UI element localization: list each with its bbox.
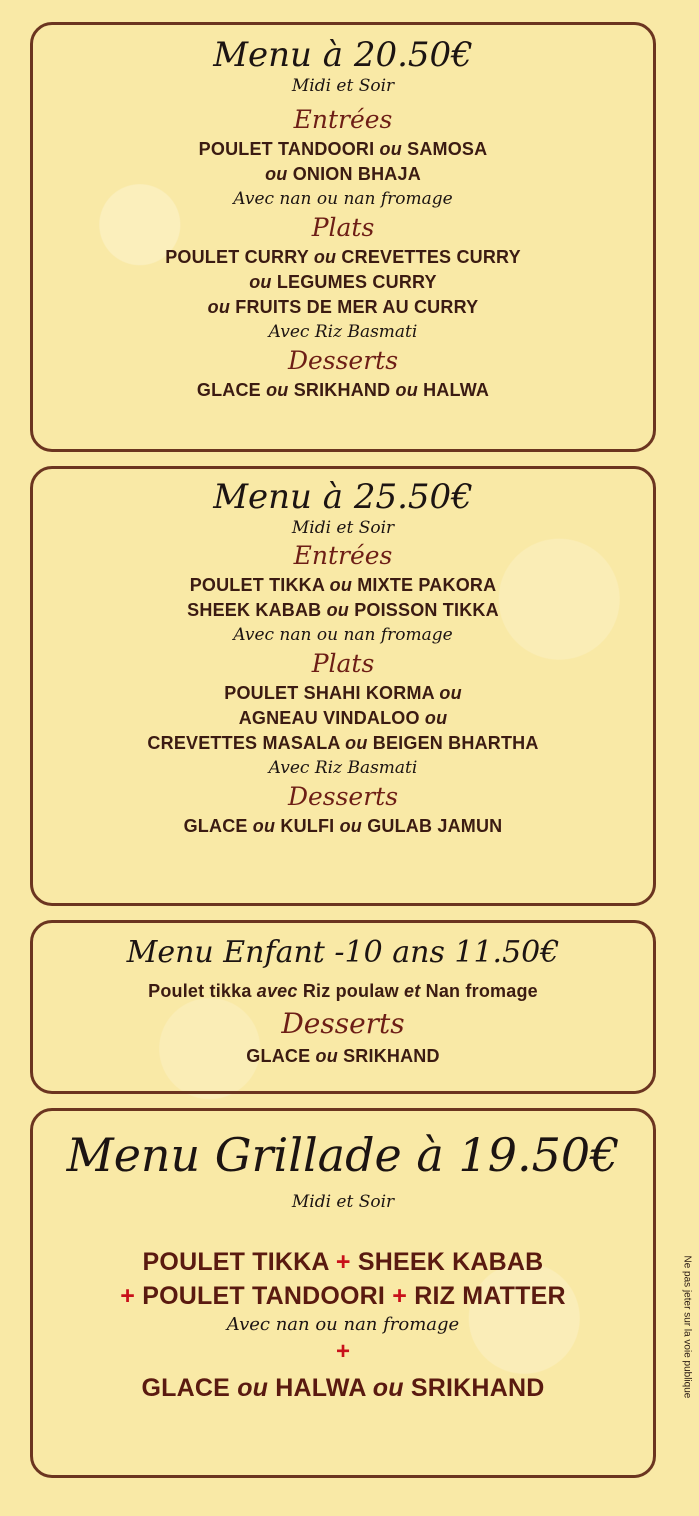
menu-title: Menu Grillade à 19.50€ [66,1128,620,1182]
section-desserts: Desserts [281,1007,405,1040]
side-note: Ne pas jeter sur la voie publique [681,1255,693,1399]
menu-subtitle: Midi et Soir [291,518,395,538]
plats-line-1: POULET CURRY ou CREVETTES CURRY [165,247,521,267]
plus-sign: + [335,1338,350,1365]
section-entrees: Entrées [293,541,393,570]
desserts-line: GLACE ou SRIKHAND [246,1046,440,1066]
desserts-line: GLACE ou HALWA ou SRIKHAND [141,1374,545,1402]
grillade-line-2: + POULET TANDOORI + RIZ MATTER [120,1282,566,1310]
plus-sign: + [335,1248,351,1276]
entrees-line-2: SHEEK KABAB ou POISSON TIKKA [187,600,499,620]
plats-note: Avec Riz Basmati [268,758,418,778]
plats-note: Avec Riz Basmati [268,322,418,342]
entrees-note: Avec nan ou nan fromage [233,189,453,209]
entrees-line-1: POULET TIKKA ou MIXTE PAKORA [189,575,497,595]
plats-line-3: CREVETTES MASALA ou BEIGEN BHARTHA [147,733,539,753]
plats-line-2: AGNEAU VINDALOO ou [238,708,448,728]
plats-line-3: ou FRUITS DE MER AU CURRY [207,297,479,317]
grillade-line-1: POULET TIKKA + SHEEK KABAB [142,1248,544,1276]
menu-title: Menu à 20.50€ [213,35,473,75]
desserts-line: GLACE ou SRIKHAND ou HALWA [196,380,490,400]
section-desserts: Desserts [287,782,399,811]
section-plats: Plats [311,649,375,678]
entrees-note: Avec nan ou nan fromage [233,625,453,645]
menu-subtitle: Midi et Soir [291,1192,395,1212]
menu-box-25-50 [30,466,656,906]
section-desserts: Desserts [287,346,399,375]
section-entrees: Entrées [293,105,393,134]
section-plats: Plats [311,213,375,242]
desserts-line: GLACE ou KULFI ou GULAB JAMUN [183,816,503,836]
menu-subtitle: Midi et Soir [291,76,395,96]
plats-line-1: POULET SHAHI KORMA ou [224,683,462,703]
enfant-dish-line: Poulet tikka avec Riz poulaw et Nan fromage [148,981,538,1001]
grillade-note: Avec nan ou nan fromage [226,1314,460,1335]
entrees-line-2: ou ONION BHAJA [265,164,421,184]
plats-line-2: ou LEGUMES CURRY [249,272,437,292]
menu-title: Menu à 25.50€ [213,477,473,517]
menu-box-enfant [30,920,656,1094]
plus-sign: + [120,1282,136,1310]
menu-title: Menu Enfant -10 ans 11.50€ [126,935,560,970]
menu-box-grillade [30,1108,656,1478]
entrees-line-1: POULET TANDOORI ou SAMOSA [198,139,488,159]
plus-sign: + [392,1282,408,1310]
menu-box-20-50 [30,22,656,452]
